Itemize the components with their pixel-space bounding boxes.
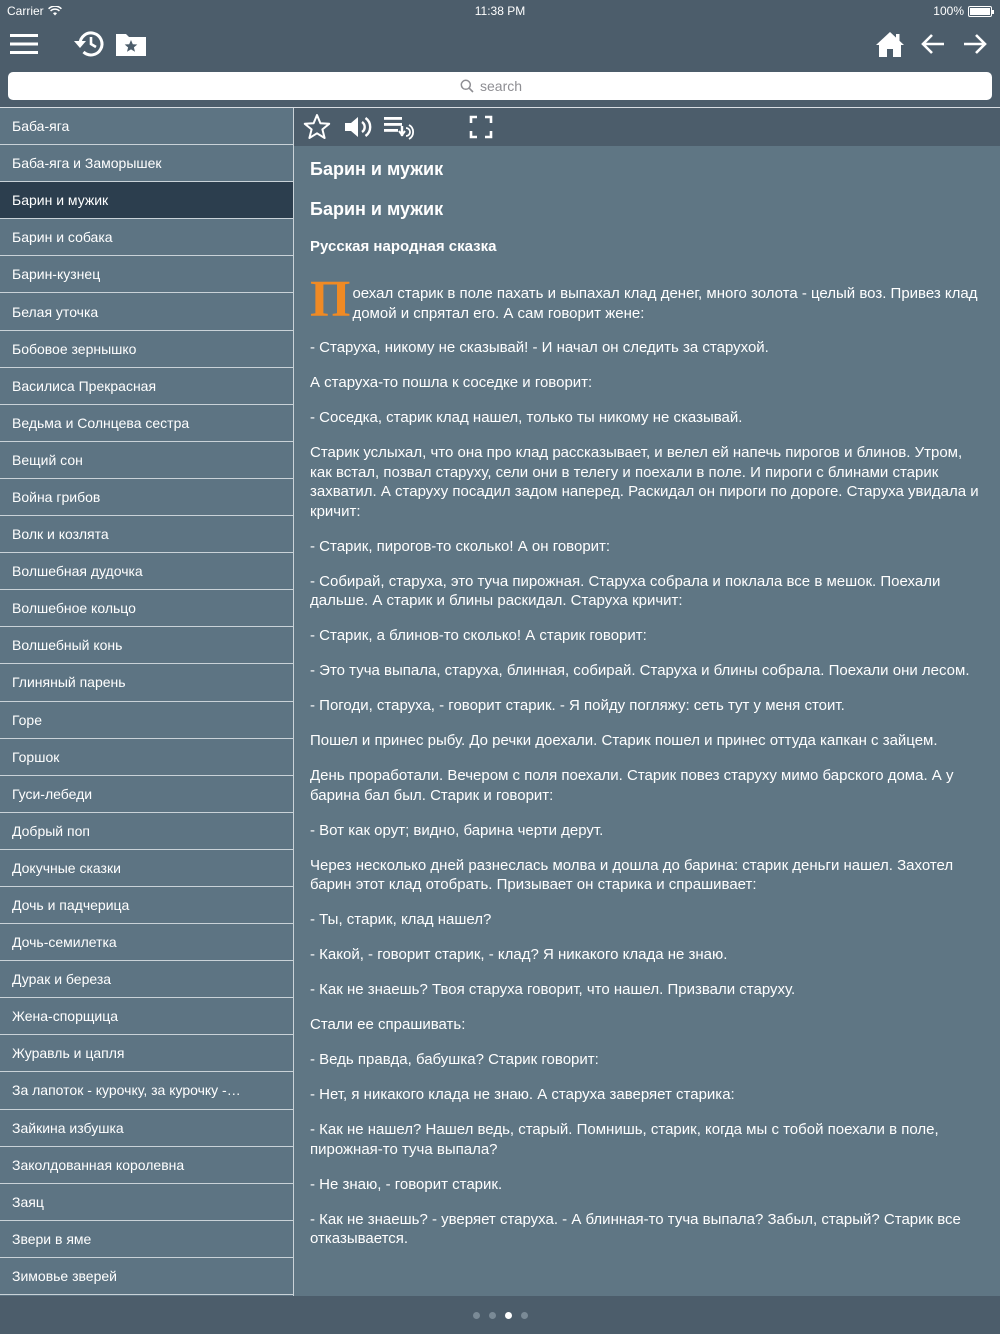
sidebar-item[interactable]: Журавль и цапля	[0, 1035, 293, 1072]
sidebar-item[interactable]: Волшебный конь	[0, 627, 293, 664]
story-paragraph: А старуха-то пошла к соседке и говорит:	[310, 374, 593, 391]
sidebar-item[interactable]: Заколдованная королевна	[0, 1147, 293, 1184]
story-paragraph: - Соседка, старик клад нашел, только ты никому не сказывай.	[310, 409, 743, 426]
story-paragraph: - Как не нашел? Нашел ведь, старый. Помнишь, старик, когда мы с тобой поехали в поле, пирожная-то туча выпала?	[310, 1121, 939, 1158]
sidebar-item[interactable]: Добрый поп	[0, 813, 293, 850]
page-indicator	[0, 1296, 1000, 1334]
story-paragraph: - Ведь правда, бабушка? Старик говорит:	[310, 1051, 599, 1068]
menu-button[interactable]	[2, 22, 46, 66]
story-paragraph: Стали ее спрашивать:	[310, 1016, 466, 1033]
sidebar-item[interactable]: Дочь и падчерица	[0, 887, 293, 924]
story-paragraph: - Погоди, старуха, - говорит старик. - Я пойду погляжу: сеть тут у меня стоит.	[310, 697, 845, 714]
tale-list	[0, 108, 293, 1296]
story-paragraph: - Какой, - говорит старик, - клад? Я никакого клада не знаю.	[310, 946, 728, 963]
drop-cap: П	[310, 271, 351, 328]
sidebar-item[interactable]: Глиняный парень	[0, 664, 293, 701]
sidebar-item[interactable]: Звери в яме	[0, 1221, 293, 1258]
forward-arrow-icon	[962, 32, 988, 56]
page-dot[interactable]	[473, 1312, 480, 1319]
speak-button[interactable]	[342, 108, 374, 146]
search-bar[interactable]	[8, 72, 992, 100]
back-arrow-icon	[920, 32, 946, 56]
status-bar	[0, 0, 1000, 22]
playlist-button[interactable]	[382, 108, 416, 146]
reader-content	[294, 146, 1000, 1296]
battery-icon	[968, 6, 992, 17]
sidebar-item[interactable]: Жена-спорщица	[0, 998, 293, 1035]
back-button[interactable]	[911, 22, 955, 66]
fullscreen-button[interactable]	[466, 108, 496, 146]
story-title-secondary: Барин и мужик	[310, 199, 444, 219]
sidebar-item[interactable]: Ведьма и Солнцева сестра	[0, 405, 293, 442]
story-paragraph: День проработали. Вечером с поля поехали. Старик повез старуху мимо барского дома. А у барина бал был. Старик и говорит:	[310, 767, 954, 804]
story-paragraph: - Не знаю, - говорит старик.	[310, 1175, 503, 1193]
sidebar-item[interactable]: Барин и мужик	[0, 182, 293, 219]
story-paragraph: Старик услыхал, что она про клад рассказывает, и велел ей напечь пирогов и блинов. Утром, как встал, позвал старуху, сели они в телегу и поехали в поле. И пироги с блинами старик захватил. А старуху посадил задом наперед. Раскидал он пироги по дороге. Старуха увидала и кричит:	[310, 444, 979, 520]
sidebar-item[interactable]: Гуси-лебеди	[0, 776, 293, 813]
home-icon	[875, 30, 905, 58]
sidebar-item[interactable]: Дурак и береза	[0, 961, 293, 998]
sidebar-item[interactable]: За лапоток - курочку, за курочку -…	[0, 1072, 293, 1109]
sidebar-item[interactable]: Баба-яга и Заморышек	[0, 145, 293, 182]
sidebar-item[interactable]: Вещий сон	[0, 442, 293, 479]
page-dot[interactable]	[521, 1312, 528, 1319]
sidebar-item[interactable]: Белая уточка	[0, 293, 293, 330]
sidebar-item[interactable]: Барин и собака	[0, 219, 293, 256]
story-title: Барин и мужик	[310, 159, 444, 179]
search-icon	[460, 79, 474, 93]
story-paragraph: Через несколько дней разнеслась молва и дошла до барина: старик деньги нашел. Захотел барин этот клад отобрать. Призывает он старика и спрашивает:	[310, 856, 954, 893]
sidebar-item[interactable]: Бобовое зернышко	[0, 331, 293, 368]
first-paragraph	[310, 271, 984, 328]
forward-button[interactable]	[953, 22, 997, 66]
sidebar-item[interactable]: Волк и козлята	[0, 516, 293, 553]
navigation-toolbar	[0, 22, 1000, 66]
story-paragraph: - Старик, а блинов-то сколько! А старик говорит:	[310, 627, 647, 644]
story-paragraph: - Вот как орут; видно, барина черти дерут.	[310, 821, 604, 839]
story-paragraph: - Собирай, старуха, это туча пирожная. Старуха собрала и поклала все в мешок. Поехали дальше. А старик и блины раскидал. Старуха кричит:	[310, 572, 941, 609]
sidebar-item[interactable]: Горшок	[0, 739, 293, 776]
story-paragraph: - Нет, я никакого клада не знаю. А старуха заверяет старика:	[310, 1086, 735, 1103]
story-paragraph: Пошел и принес рыбу. До речки доехали. Старик пошел и принес оттуда капкан с зайцем.	[310, 732, 938, 749]
story-paragraph: - Как не знаешь? - уверяет старуха. - А блинная-то туча выпала? Забыл, старый? Старик все отказывается.	[310, 1210, 961, 1247]
page-dot[interactable]	[489, 1312, 496, 1319]
sidebar-item[interactable]: Зимовье зверей	[0, 1258, 293, 1295]
story-subtitle: Русская народная сказка	[310, 238, 497, 255]
carrier-label: Carrier	[7, 4, 44, 18]
sidebar-item[interactable]: Заяц	[0, 1184, 293, 1221]
battery-percent: 100%	[933, 4, 964, 18]
sidebar-item[interactable]: Дочь-семилетка	[0, 924, 293, 961]
sidebar-item[interactable]: Зайкина избушка	[0, 1110, 293, 1147]
sidebar-item[interactable]: Волшебная дудочка	[0, 553, 293, 590]
story-paragraph: - Это туча выпала, старуха, блинная, собирай. Старуха и блины собрала. Поехали они лесом.	[310, 662, 970, 679]
sidebar-item[interactable]: Война грибов	[0, 479, 293, 516]
story-body	[310, 338, 984, 1249]
clock: 11:38 PM	[474, 4, 526, 18]
speaker-icon	[343, 114, 373, 140]
battery	[933, 4, 992, 18]
favorite-button[interactable]	[302, 108, 332, 146]
search-input[interactable]	[480, 78, 540, 94]
sidebar-item[interactable]: Горе	[0, 702, 293, 739]
story-paragraph: - Старуха, никому не сказывай! - И начал он следить за старухой.	[310, 339, 769, 356]
home-button[interactable]	[868, 22, 912, 66]
story-paragraph: - Старик, пирогов-то сколько! А он говорит:	[310, 537, 611, 555]
fullscreen-icon	[469, 115, 493, 139]
page-dot[interactable]	[505, 1312, 512, 1319]
playlist-icon	[382, 114, 416, 140]
story-paragraph: - Ты, старик, клад нашел?	[310, 911, 492, 928]
sidebar-item[interactable]: Баба-яга	[0, 108, 293, 145]
history-icon	[71, 29, 105, 59]
sidebar-item[interactable]: Барин-кузнец	[0, 256, 293, 293]
menu-icon	[9, 33, 39, 55]
history-button[interactable]	[66, 22, 110, 66]
sidebar-item[interactable]: Докучные сказки	[0, 850, 293, 887]
favorites-button[interactable]	[109, 22, 153, 66]
favorites-folder-icon	[115, 31, 147, 57]
reader-toolbar	[294, 108, 1000, 146]
story-paragraph: - Как не знаешь? Твоя старуха говорит, что нашел. Призвали старуху.	[310, 981, 796, 998]
first-paragraph-text: оехал старик в поле пахать и выпахал клад денег, много золота - целый воз. Привез клад домой и спрятал его. А сам говорит жене:	[352, 285, 978, 322]
star-icon	[303, 113, 331, 141]
sidebar-item[interactable]: Волшебное кольцо	[0, 590, 293, 627]
sidebar-item[interactable]: Василиса Прекрасная	[0, 368, 293, 405]
